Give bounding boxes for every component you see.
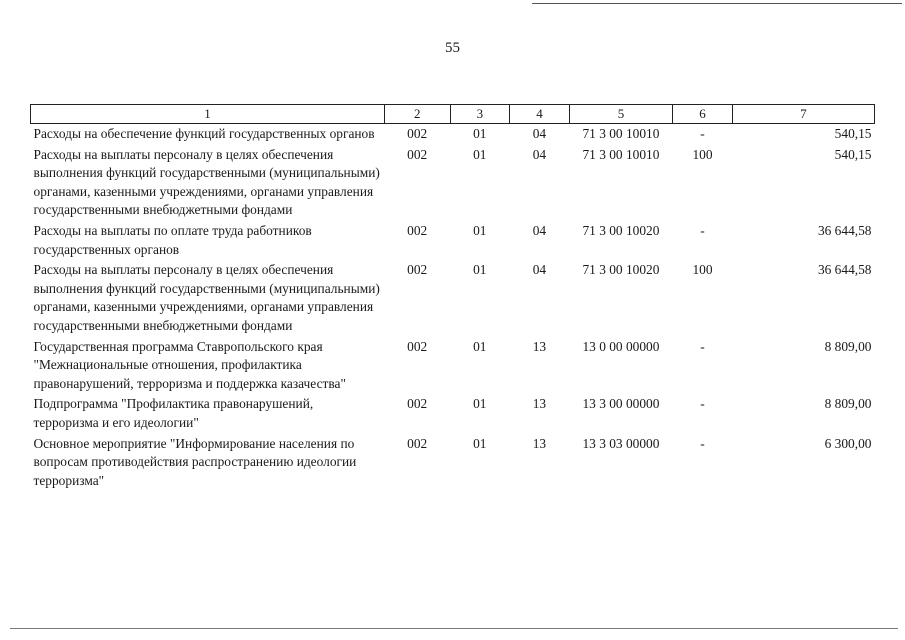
page-number: 55: [445, 40, 460, 56]
row-code-target: 71 3 00 10010: [582, 126, 660, 141]
budget-table: [30, 104, 875, 491]
row-code-ministry: 002: [407, 338, 428, 354]
row-code-target: 71 3 00 10020: [582, 262, 660, 278]
table-header-row: [31, 105, 875, 124]
scan-edge-bottom: [10, 628, 898, 629]
row-code-target: 71 3 00 10010: [582, 146, 660, 162]
table-row: [31, 145, 875, 221]
row-name: Расходы на обеспечение функций государственных органов: [33, 126, 375, 141]
row-code-section: 01: [473, 435, 487, 451]
row-code-section: 01: [473, 126, 487, 141]
column-header: 2: [384, 105, 450, 124]
table-row: [31, 337, 875, 395]
row-code-section: 01: [473, 338, 487, 354]
row-code-target: 13 3 03 00000: [582, 435, 660, 451]
table-row: [31, 434, 875, 492]
row-code-expense-type: -: [700, 396, 705, 412]
row-name: Расходы на выплаты персоналу в целях обеспечения выполнения функций государственными (муниципальными) органами, казенными учреждениями, органами управления государственными внебюджетными фондами: [33, 262, 380, 333]
row-code-expense-type: -: [700, 435, 705, 451]
column-header: 3: [450, 105, 510, 124]
row-code-target: 71 3 00 10020: [582, 222, 660, 238]
row-name: Подпрограмма "Профилактика правонарушений, терроризма и его идеологии": [33, 396, 314, 430]
row-amount: 540,15: [834, 146, 872, 162]
table-row: [31, 394, 875, 433]
scan-edge-top: [532, 3, 902, 4]
row-code-ministry: 002: [407, 222, 428, 238]
row-code-ministry: 002: [407, 435, 428, 451]
row-code-expense-type: 100: [692, 262, 713, 278]
row-name: Расходы на выплаты по оплате труда работников государственных органов: [33, 222, 312, 257]
row-code-section: 01: [473, 262, 487, 278]
row-code-ministry: 002: [407, 396, 428, 412]
table-row: [31, 124, 875, 145]
column-header: 1: [31, 105, 385, 124]
row-code-subsection: 13: [532, 396, 547, 412]
column-header: 7: [732, 105, 874, 124]
row-code-expense-type: 100: [692, 146, 713, 162]
row-amount: 36 644,58: [817, 262, 872, 278]
row-code-ministry: 002: [407, 146, 428, 162]
table-row: [31, 221, 875, 260]
column-header: 4: [510, 105, 570, 124]
row-name: Расходы на выплаты персоналу в целях обеспечения выполнения функций государственными (муниципальными) органами, казенными учреждениями, органами управления государственными внебюджетными фондами: [33, 146, 380, 218]
column-header: 6: [673, 105, 733, 124]
table-row: [31, 260, 875, 336]
row-amount: 36 644,58: [817, 222, 872, 238]
row-code-section: 01: [473, 396, 487, 412]
row-code-expense-type: -: [700, 126, 705, 141]
column-header: 5: [569, 105, 672, 124]
row-amount: 8 809,00: [824, 396, 872, 412]
row-code-target: 13 0 00 00000: [582, 338, 660, 354]
row-code-ministry: 002: [407, 126, 428, 141]
row-amount: 540,15: [834, 126, 872, 141]
row-amount: 6 300,00: [824, 435, 872, 451]
row-name: Государственная программа Ставропольского края "Межнациональные отношения, профилактика правонарушений, терроризма и поддержка казачества": [33, 338, 346, 391]
row-code-subsection: 13: [532, 435, 547, 451]
row-code-subsection: 13: [532, 338, 547, 354]
row-code-expense-type: -: [700, 338, 705, 354]
row-code-expense-type: -: [700, 222, 705, 238]
row-code-target: 13 3 00 00000: [582, 396, 660, 412]
row-code-section: 01: [473, 146, 487, 162]
row-code-subsection: 04: [532, 126, 547, 141]
row-code-subsection: 04: [532, 146, 547, 162]
row-code-ministry: 002: [407, 262, 428, 278]
row-code-subsection: 04: [532, 262, 547, 278]
row-amount: 8 809,00: [824, 338, 872, 354]
row-code-subsection: 04: [532, 222, 547, 238]
row-code-section: 01: [473, 222, 487, 238]
row-name: Основное мероприятие "Информирование населения по вопросам противодействия распространению идеологии терроризма": [33, 435, 357, 488]
